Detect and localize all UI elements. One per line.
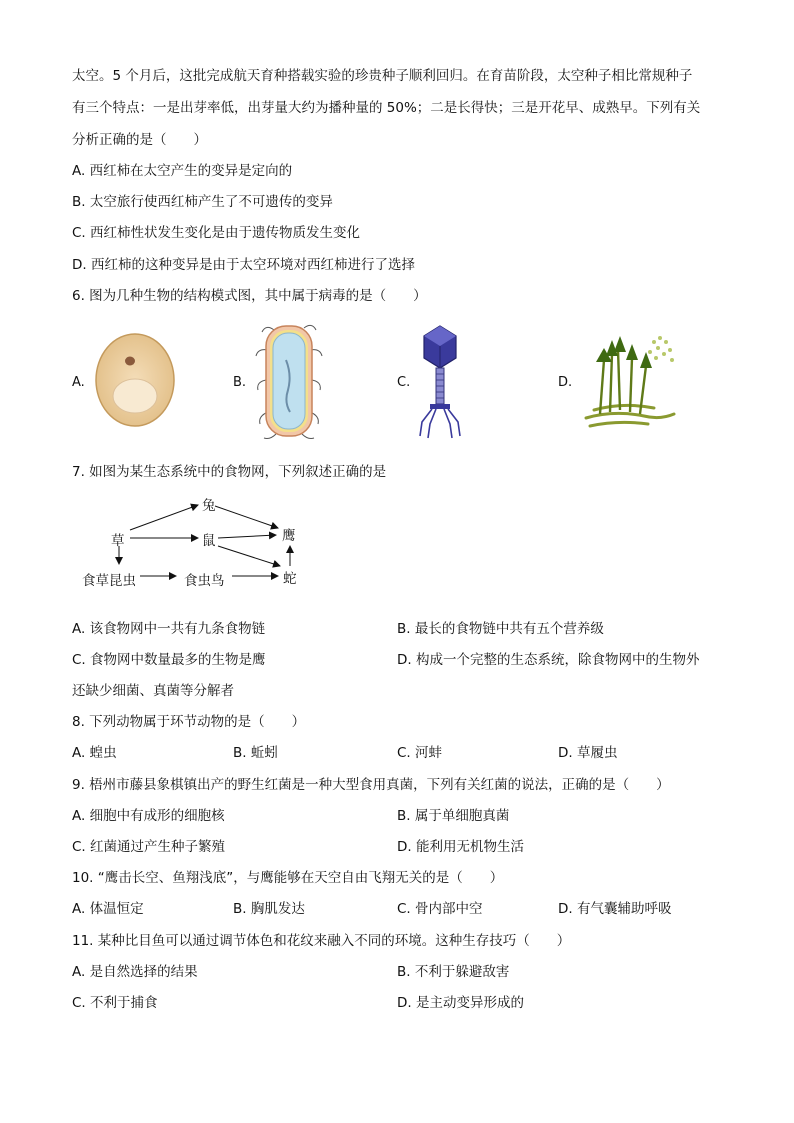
node-bird: 食虫鸟 (184, 573, 225, 589)
q6-label-c: C. (397, 375, 411, 390)
q8-option-d: D. 草履虫 (558, 745, 618, 761)
q6-label-b: B. (233, 375, 247, 390)
q7-stem: 7. 如图为某生态系统中的食物网，下列叙述正确的是 (72, 464, 387, 480)
q8-option-b: B. 蚯蚓 (233, 745, 278, 761)
q5-option-c: C. 西红柿性状发生变化是由于遗传物质发生变化 (72, 225, 361, 241)
q6-label-d: D. (558, 375, 573, 390)
q6-stem: 6. 图为几种生物的结构模式图，其中属于病毒的是（ ） (72, 288, 427, 304)
q8-stem: 8. 下列动物属于环节动物的是（ ） (72, 714, 306, 730)
mold-figure (584, 330, 676, 430)
node-rabbit: 兔 (202, 498, 216, 514)
q11-option-a: A. 是自然选择的结果 (72, 964, 198, 980)
q11-stem: 11. 某种比目鱼可以通过调节体色和花纹来融入不同的环境。这种生存技巧（ ） (72, 933, 571, 949)
q10-option-a: A. 体温恒定 (72, 901, 144, 917)
node-snake: 蛇 (283, 571, 297, 587)
q5-option-d: D. 西红柿的这种变异是由于太空环境对西红柿进行了选择 (72, 257, 415, 273)
q7-option-d: D. 构成一个完整的生态系统，除食物网中的生物外 (397, 652, 700, 668)
q5-stem-line-1: 太空。5 个月后，这批完成航天育种搭载实验的珍贵种子顺利回归。在育苗阶段，太空种子相比常规种子 (72, 68, 693, 84)
q11-option-c: C. 不利于捕食 (72, 995, 158, 1011)
q9-option-b: B. 属于单细胞真菌 (397, 808, 510, 824)
q9-option-d: D. 能利用无机物生活 (397, 839, 524, 855)
q11-option-d: D. 是主动变异形成的 (397, 995, 524, 1011)
q10-option-b: B. 胸肌发达 (233, 901, 305, 917)
q5-stem-line-2: 有三个特点：一是出芽率低，出芽量大约为播种量的 50%；二是长得快；三是开花早、成熟早。下列有关 (72, 100, 701, 116)
q9-option-c: C. 红菌通过产生种子繁殖 (72, 839, 226, 855)
q8-option-a: A. 蝗虫 (72, 745, 117, 761)
q7-option-d-continued: 还缺少细菌、真菌等分解者 (72, 683, 234, 699)
node-grass: 草 (111, 533, 125, 549)
q6-label-a: A. (72, 375, 85, 390)
q5-option-b: B. 太空旅行使西红柿产生了不可遗传的变异 (72, 194, 333, 210)
q5-stem-line-3: 分析正确的是（ ） (72, 132, 207, 148)
q10-option-c: C. 骨内部中空 (397, 901, 483, 917)
q8-option-c: C. 河蚌 (397, 745, 443, 761)
q10-option-d: D. 有气囊辅助呼吸 (558, 901, 672, 917)
node-mouse: 鼠 (202, 533, 216, 549)
cell-figure (92, 330, 178, 430)
q7-option-b: B. 最长的食物链中共有五个营养级 (397, 621, 604, 637)
q7-option-c: C. 食物网中数量最多的生物是鹰 (72, 652, 266, 668)
q7-option-a: A. 该食物网中一共有九条食物链 (72, 621, 266, 637)
q11-option-b: B. 不利于躲避敌害 (397, 964, 510, 980)
node-insect: 食草昆虫 (82, 573, 136, 589)
q5-option-a: A. 西红柿在太空产生的变异是定向的 (72, 163, 293, 179)
q10-stem: 10. “鹰击长空、鱼翔浅底”，与鹰能够在天空自由飞翔无关的是（ ） (72, 870, 504, 886)
virus-figure (414, 322, 466, 440)
node-eagle: 鹰 (282, 528, 296, 544)
q9-option-a: A. 细胞中有成形的细胞核 (72, 808, 225, 824)
bacterium-figure (254, 320, 324, 442)
q9-stem: 9. 梧州市藤县象棋镇出产的野生红菌是一种大型食用真菌，下列有关红菌的说法，正确的是（ ） (72, 777, 670, 793)
